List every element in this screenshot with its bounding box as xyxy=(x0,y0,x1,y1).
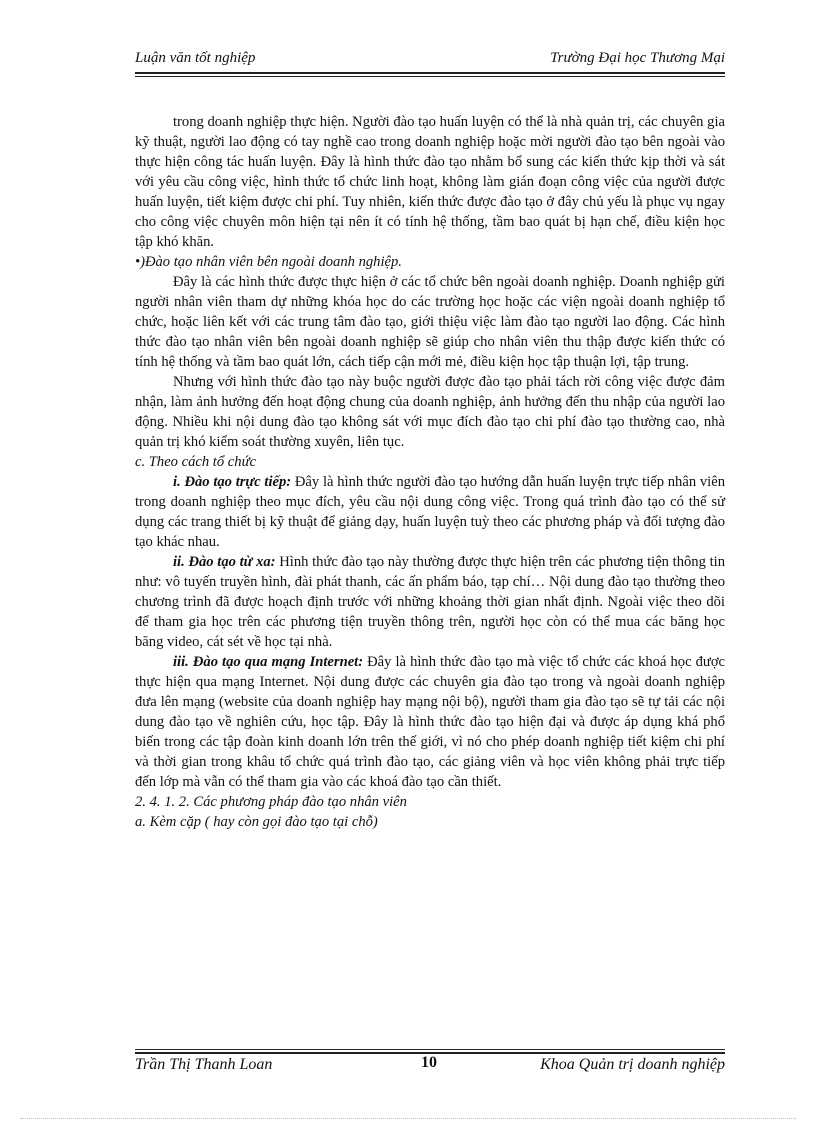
text-distance-training: Hình thức đào tạo này thường được thực hiện trên các phương tiện thông tin như: vô tuyến truyền hình, đài phát thanh, các ấn phẩm báo, tạp chí… Nội dung đào tạo thường theo chương trình đã được hoạch định trước với những khoảng thời gian nhất định. Ngoài việc theo dõi để tham gia học trên các phương tiện truyền thông trên, người học còn có thể mua các băng học băng video, cát sét về học tại nhà. xyxy=(135,554,725,650)
text-direct-training: Đây là hình thức người đào tạo hướng dẫn huấn luyện trực tiếp nhân viên trong doanh nghiệp theo mục đích, yêu cầu nội dung công việc. Trong quá trình đào tạo có thể sử dụng các trang thiết bị kỹ thuật để giảng dạy, huấn luyện tuỳ theo các phương pháp và đối tượng đào tạo khác nhau. xyxy=(135,474,725,550)
page-body xyxy=(135,112,725,832)
page-bottom-border xyxy=(20,1118,796,1119)
paragraph-external-drawbacks: Nhưng với hình thức đào tạo này buộc người được đào tạo phải tách rời công việc được đảm nhận, làm ảnh hưởng đến hoạt động chung của doanh nghiệp, ảnh hưởng đến thu nhập của người lao động. Nhiều khi nội dung đào tạo không sát với mục đích đào tạo chi phí đào tạo thường cao, nhà quản trị khó kiểm soát thường xuyên, liên tục. xyxy=(135,374,725,450)
footer-author: Trần Thị Thanh Loan xyxy=(135,1056,273,1073)
header-rule-thick xyxy=(135,72,725,74)
section-heading-organization: c. Theo cách tổ chức xyxy=(135,454,257,470)
term-direct-training: i. Đào tạo trực tiếp: xyxy=(173,474,292,490)
term-online-training: iii. Đào tạo qua mạng Internet: xyxy=(173,654,364,670)
term-distance-training: ii. Đào tạo từ xa: xyxy=(173,554,276,570)
header-rule-thin xyxy=(135,76,725,77)
paragraph-internal-training: trong doanh nghiệp thực hiện. Người đào tạo huấn luyện có thể là nhà quản trị, các chuyên gia kỹ thuật, người lao động có tay nghề cao trong doanh nghiệp hoặc mời người đào tạo bên ngoài vào thực hiện công tác huấn luyện. Đây là hình thức đào tạo nhằm bổ sung các kiến thức kịp thời và sát với yêu cầu công việc, hình thức tổ chức linh hoạt, không làm gián đoạn công việc của người được huấn luyện, tiết kiệm được chi phí. Tuy nhiên, kiến thức được đào tạo ở đây chủ yếu là phục vụ ngay cho công việc chuyên môn hiện tại nên ít có tính hệ thống, tầm bao quát bị hạn chế, điều kiện học tập khó khăn. xyxy=(135,114,725,250)
page-footer xyxy=(135,1054,725,1080)
paragraph-online-training xyxy=(135,652,725,792)
footer-rule-thin xyxy=(135,1049,725,1050)
header-thesis-label: Luận văn tốt nghiệp xyxy=(135,50,256,66)
subheading-coaching: a. Kèm cặp ( hay còn gọi đào tạo tại chỗ) xyxy=(135,814,378,830)
page-header xyxy=(135,48,725,72)
text-online-training: Đây là hình thức đào tạo mà việc tổ chức các khoá học được thực hiện qua mạng Internet. Nội dung được các chuyên gia đào tạo trong và ngoài doanh nghiệp đưa lên mạng (website của doanh nghiệp hay mạng nội bộ), người tham gia đào tạo sẽ tự tải các nội dung đào tạo về nghiên cứu, học tập. Đây là hình thức đào tạo hiện đại và được áp dụng khá phổ biến trong các tập đoàn kinh doanh lớn trên thế giới, vì nó cho phép doanh nghiệp tiết kiệm chi phí và thời gian trong khâu tổ chức quá trình đào tạo, các giảng viên và học viên không phải trực tiếp đến lớp mà vẫn có thể tham gia vào các khoá đào tạo cần thiết. xyxy=(135,654,726,790)
section-heading-methods: 2. 4. 1. 2. Các phương pháp đào tạo nhân viên xyxy=(135,794,407,810)
footer-faculty: Khoa Quản trị doanh nghiệp xyxy=(540,1056,725,1073)
paragraph-direct-training xyxy=(135,472,725,552)
page-number: 10 xyxy=(421,1054,437,1071)
paragraph-external-training: Đây là các hình thức được thực hiện ở các tổ chức bên ngoài doanh nghiệp. Doanh nghiệp gửi người nhân viên tham dự những khóa học do các trường học hoặc các viện ngoài doanh nghiệp tổ chức, hoặc liên kết với các trung tâm đào tạo, giới thiệu việc làm đào tạo người lao động. Các hình thức đào tạo nhân viên bên ngoài doanh nghiệp sẽ giúp cho nhân viên thu thập được kiến thức có tính hệ thống và tầm bao quát lớn, cách tiếp cận mới mẻ, điều kiện học tập thuận lợi, tập trung. xyxy=(135,274,725,370)
header-university-label: Trường Đại học Thương Mại xyxy=(550,50,725,66)
subheading-external-training: •)Đào tạo nhân viên bên ngoài doanh nghiệp. xyxy=(135,254,402,270)
paragraph-distance-training xyxy=(135,552,725,652)
